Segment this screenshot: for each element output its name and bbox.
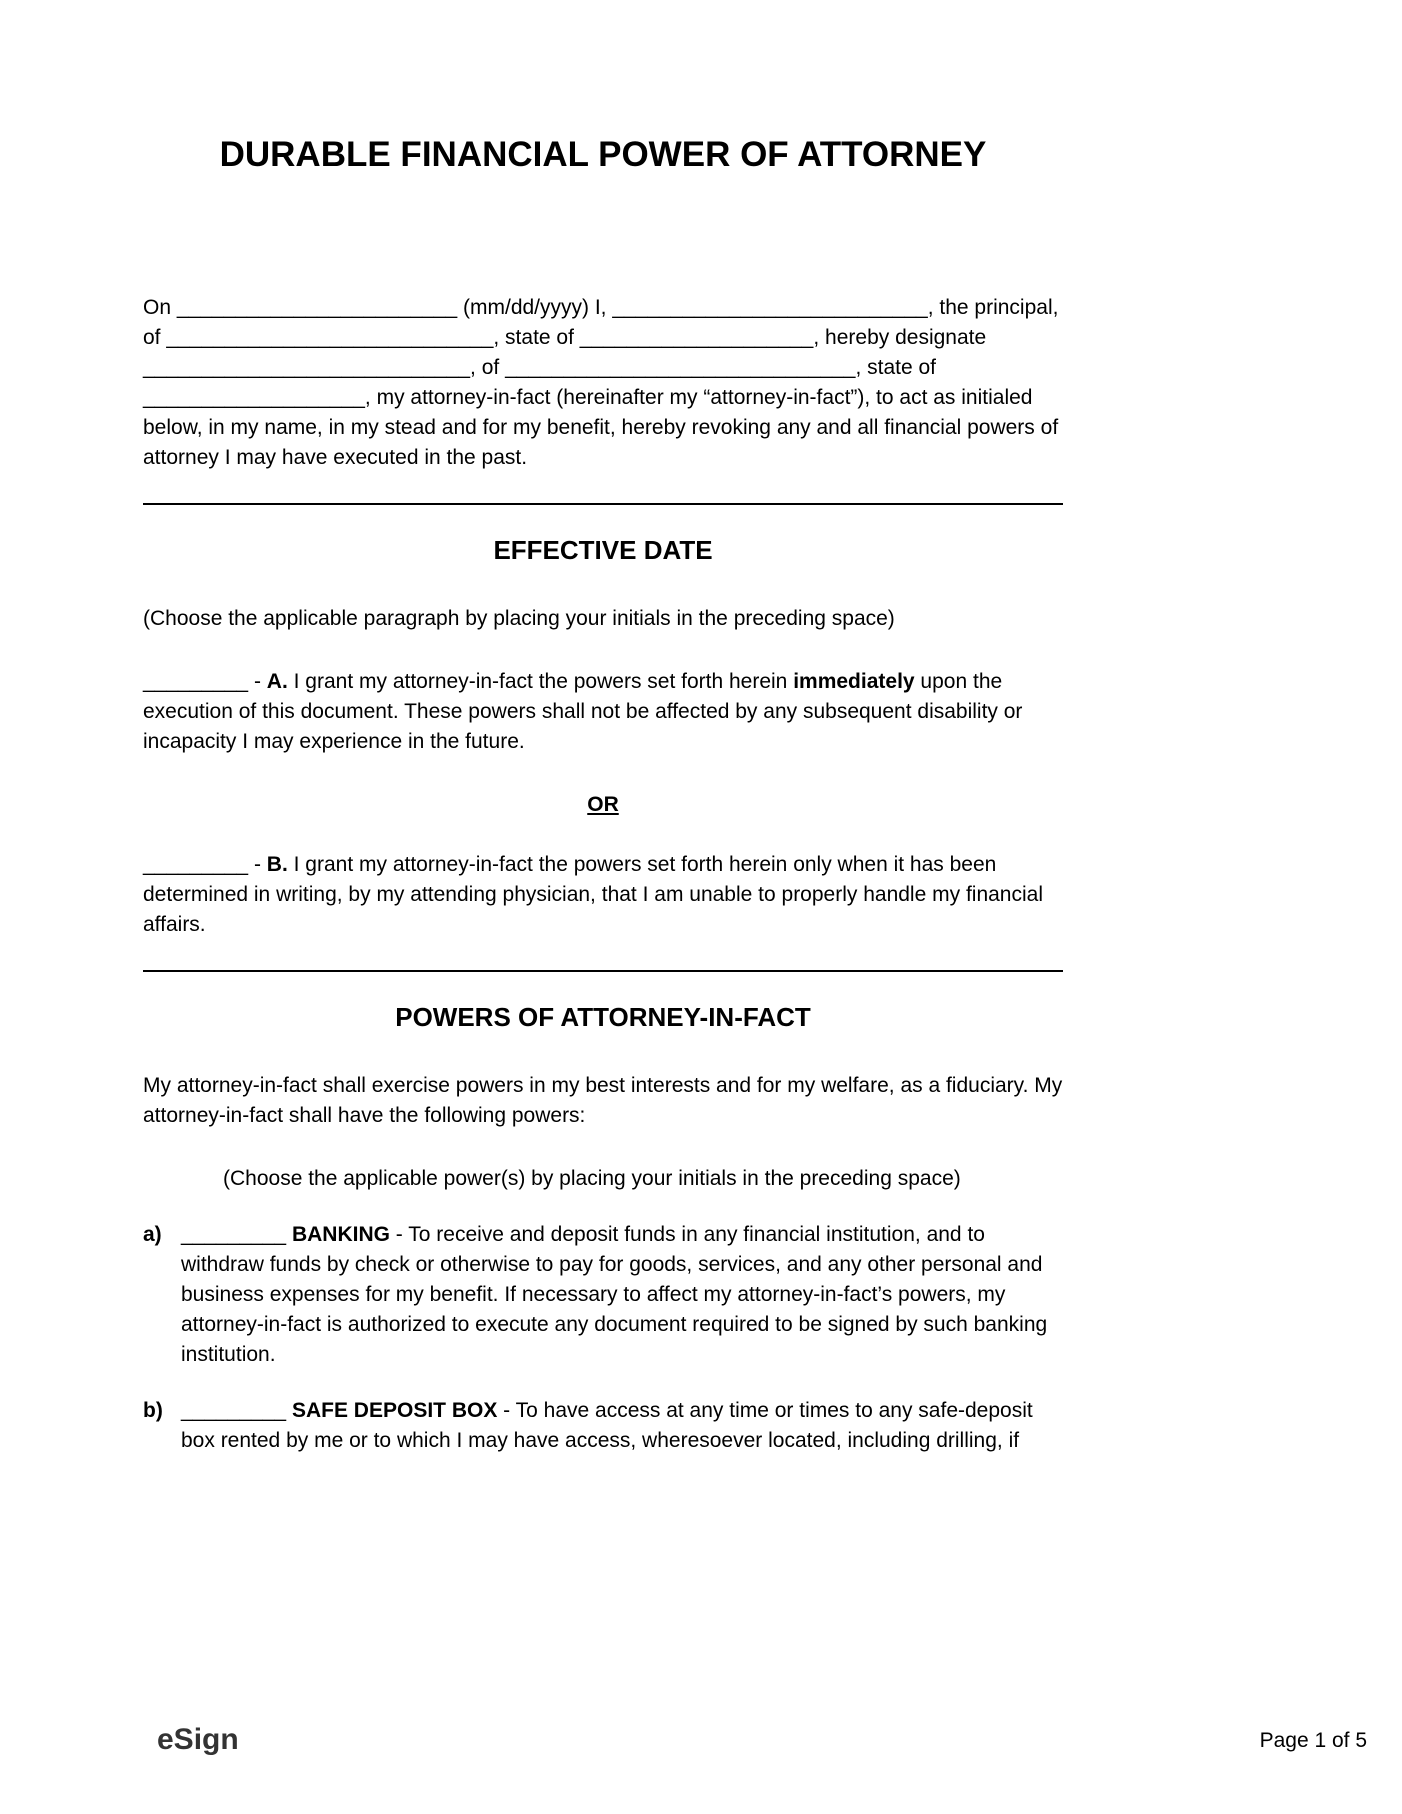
power-item-banking — [143, 1220, 1063, 1370]
esign-logo: eSign — [157, 1723, 239, 1756]
agent-state-blank[interactable]: ___________________ — [143, 386, 365, 409]
opening-text-4: , state of — [493, 326, 580, 349]
option-b-text: I grant my attorney-in-fact the powers set forth herein only when it has been determined in writing, by my attending physician, that I am unable to properly handle my financial affairs. — [143, 853, 1043, 936]
opening-text-1: On — [143, 296, 177, 319]
power-marker-b: b) — [143, 1399, 163, 1422]
initials-blank-banking[interactable]: _________ — [181, 1223, 287, 1246]
power-label-safe-deposit-box: SAFE DEPOSIT BOX — [291, 1399, 498, 1422]
power-item-safe-deposit-box — [143, 1396, 1063, 1456]
opening-text-6: , of — [470, 356, 506, 379]
option-b-paragraph — [143, 850, 1063, 940]
power-text-safe-deposit-box: - To have access at any time or times to any safe-deposit box rented by me or to which I may have access, wheresoever located, including drilling, if — [181, 1399, 1033, 1452]
initials-blank-b[interactable]: _________ — [143, 853, 249, 876]
section-divider-1 — [143, 503, 1063, 505]
option-a-text-before: I grant my attorney-in-fact the powers set forth herein — [287, 670, 794, 693]
document-title: DURABLE FINANCIAL POWER OF ATTORNEY — [219, 135, 987, 174]
document-body — [143, 0, 1063, 1456]
powers-heading: POWERS OF ATTORNEY-IN-FACT — [395, 1002, 811, 1032]
powers-instruction: (Choose the applicable power(s) by placing your initials in the preceding space) — [223, 1167, 961, 1190]
power-label-banking: BANKING — [291, 1223, 390, 1246]
principal-state-blank[interactable]: ____________________ — [579, 326, 814, 349]
option-a-separator: - — [248, 670, 267, 693]
initials-blank-safe-deposit-box[interactable]: _________ — [181, 1399, 287, 1422]
agent-name-blank[interactable]: ____________________________ — [143, 356, 471, 379]
opening-text-2: (mm/dd/yyyy) I, — [457, 296, 613, 319]
section-divider-2 — [143, 970, 1063, 972]
effective-date-instruction: (Choose the applicable paragraph by placing your initials in the preceding space) — [143, 607, 895, 630]
option-a-paragraph — [143, 667, 1063, 757]
power-text-banking: - To receive and deposit funds in any financial institution, and to withdraw funds by check or otherwise to pay for goods, services, and any other personal and business expenses for my benefit. If necessary to affect my attorney-in-fact’s powers, my attorney-in-fact is authorized to execute any document required to be signed by such banking institution. — [181, 1223, 1048, 1366]
opening-paragraph — [143, 293, 1063, 473]
principal-address-blank[interactable]: ____________________________ — [166, 326, 494, 349]
option-b-separator: - — [248, 853, 267, 876]
opening-text-5: , hereby designate — [813, 326, 987, 349]
opening-text-7: , state of — [855, 356, 936, 379]
date-blank[interactable]: ________________________ — [176, 296, 458, 319]
opening-text-3: , the principal, of — [143, 296, 1059, 349]
power-marker-a: a) — [143, 1223, 162, 1246]
option-b-label: B. — [266, 853, 288, 876]
effective-date-heading: EFFECTIVE DATE — [493, 535, 713, 565]
option-a-label: A. — [266, 670, 288, 693]
agent-address-blank[interactable]: ______________________________ — [505, 356, 856, 379]
option-a-emphasis: immediately — [793, 670, 915, 693]
opening-text-8: , my attorney-in-fact (hereinafter my “attorney-in-fact”), to act as initialed below, in my name, in my stead and for my benefit, hereby revoking any and all financial powers of attorney I may have executed in the past. — [143, 386, 1059, 469]
or-separator: OR — [587, 793, 619, 816]
page-number: Page 1 of 5 — [1259, 1729, 1367, 1752]
powers-intro-paragraph: My attorney-in-fact shall exercise powers in my best interests and for my welfare, as a fiduciary. My attorney-in-fact shall have the following powers: — [143, 1074, 1063, 1127]
initials-blank-a[interactable]: _________ — [143, 670, 249, 693]
principal-name-blank[interactable]: ___________________________ — [612, 296, 928, 319]
option-a-text-after: upon the execution of this document. These powers shall not be affected by any subsequent disability or incapacity I may experience in the future. — [143, 670, 1023, 753]
